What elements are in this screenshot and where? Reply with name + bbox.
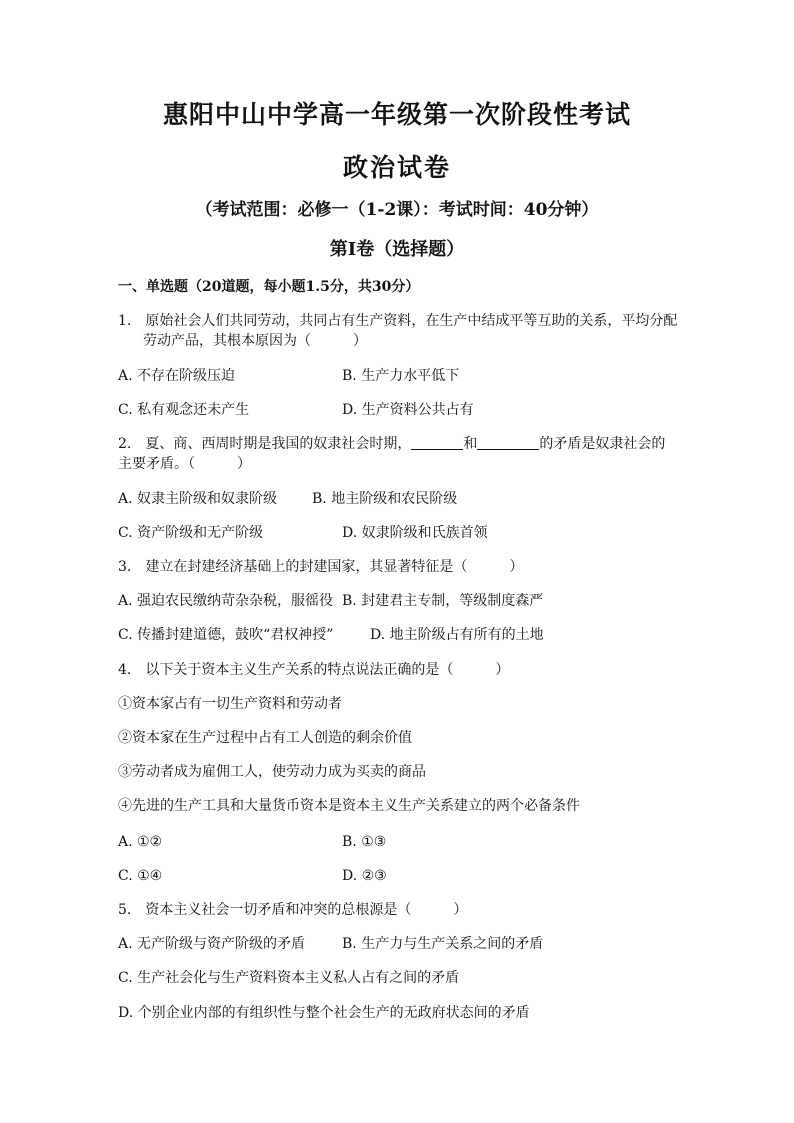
q3-option-d: D. 地主阶级占有所有的土地	[370, 627, 544, 643]
q1-option-a: A. 不存在阶级压迫	[118, 368, 236, 384]
q4-option-d: D. ②③	[342, 868, 387, 884]
q5-option-b: B. 生产力与生产关系之间的矛盾	[342, 936, 544, 952]
q1-option-d: D. 生产资料公共占有	[342, 402, 474, 418]
q4-statement-3: ③劳动者成为雇佣工人，使劳动力成为买卖的商品	[118, 764, 426, 780]
q4-option-c: C. ①④	[118, 868, 163, 884]
q2-option-d: D. 奴隶阶级和氏族首领	[342, 525, 488, 541]
q5-option-d: D. 个别企业内部的有组织性与整个社会生产的无政府状态间的矛盾	[118, 1005, 530, 1021]
q2-blank-2	[477, 435, 539, 450]
q4-statement-1: ①资本家占有一切生产资料和劳动者	[118, 696, 342, 712]
q2-stem-line2: 主要矛盾。（ ）	[118, 456, 251, 472]
q2-stem-line1	[118, 434, 665, 454]
q4-stem: 4. 以下关于资本主义生产关系的特点说法正确的是（ ）	[118, 662, 510, 678]
q3-option-a: A. 强迫农民缴纳苛杂杂税，服徭役	[118, 593, 334, 609]
q4-statement-2: ②资本家在生产过程中占有工人创造的剩余价值	[118, 730, 412, 746]
q3-option-b: B. 封建君主专制，等级制度森严	[342, 593, 544, 609]
q5-stem: 5. 资本主义社会一切矛盾和冲突的总根源是（ ）	[118, 902, 468, 918]
q2-stem-part2: 和	[463, 436, 478, 452]
q1-stem-line1: 1. 原始社会人们共同劳动，共同占有生产资料，在生产中结成平等互助的关系，平均分配	[118, 313, 678, 329]
q2-blank-1	[411, 435, 463, 450]
q3-stem: 3. 建立在封建经济基础上的封建国家，其显著特征是（ ）	[118, 559, 524, 575]
q2-option-a: A. 奴隶主阶级和奴隶阶级	[118, 491, 278, 507]
q5-option-c: C. 生产社会化与生产资料资本主义私人占有之间的矛盾	[118, 970, 460, 986]
q4-option-b: B. ①③	[342, 834, 387, 850]
q1-option-b: B. 生产力水平低下	[342, 368, 460, 384]
q2-option-b: B. 地主阶级和农民阶级	[312, 491, 458, 507]
q4-statement-4: ④先进的生产工具和大量货币资本是资本主义生产关系建立的两个必备条件	[118, 798, 580, 814]
q5-option-a: A. 无产阶级与资产阶级的矛盾	[118, 936, 306, 952]
section-heading: 一、单选题（20道题，每小题1.5分，共30分）	[118, 279, 420, 295]
exam-title: 惠阳中山中学高一年级第一次阶段性考试	[162, 100, 631, 129]
subject-title: 政治试卷	[342, 153, 451, 182]
part-title: 第Ⅰ卷（选择题）	[329, 239, 465, 260]
q4-option-a: A. ①②	[118, 834, 163, 850]
q2-option-c: C. 资产阶级和无产阶级	[118, 525, 264, 541]
q2-stem-part1: 2. 夏、商、西周时期是我国的奴隶社会时期，	[118, 436, 412, 452]
exam-scope: （考试范围：必修一（1-2课）：考试时间：40分钟）	[195, 200, 599, 220]
q3-option-c: C. 传播封建道德，鼓吹“君权神授”	[118, 627, 334, 643]
q1-stem-line2: 劳动产品，其根本原因为（ ）	[143, 333, 367, 349]
q2-stem-part3: 的矛盾是奴隶社会的	[539, 436, 666, 452]
q1-option-c: C. 私有观念还未产生	[118, 402, 250, 418]
